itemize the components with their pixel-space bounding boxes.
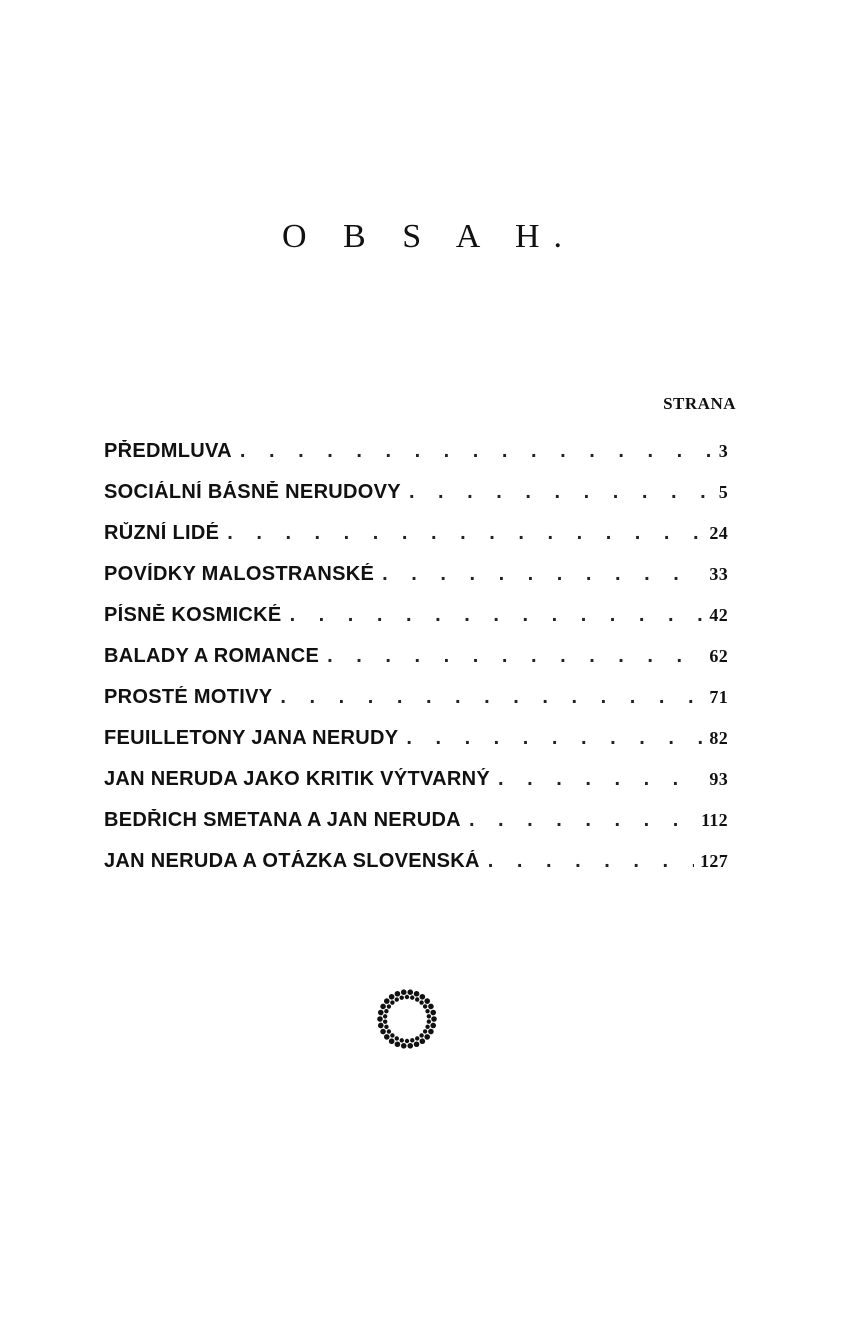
toc-entry-page: 3	[718, 441, 728, 461]
toc-entry	[104, 645, 728, 686]
toc-entry-title: RŮZNÍ LIDÉ	[104, 522, 220, 544]
toc-entry	[104, 727, 728, 768]
toc-leader-dots	[290, 604, 704, 627]
column-header-page: STRANA	[663, 394, 736, 413]
toc-leader-dots	[227, 522, 703, 545]
toc-entry-page: 71	[709, 687, 728, 707]
toc-entry-page: 33	[709, 564, 728, 584]
toc-entry-title: BEDŘICH SMETANA A JAN NERUDA	[104, 809, 461, 831]
wreath-ornament-icon	[374, 986, 440, 1052]
toc-leader-dots	[409, 481, 713, 504]
toc-entry-page: 62	[709, 646, 728, 666]
toc-entry-page: 82	[709, 728, 728, 748]
toc-entry	[104, 768, 728, 809]
toc-leader-dots	[327, 645, 703, 668]
toc-leader-dots	[280, 686, 703, 709]
toc-leader-dots	[498, 768, 703, 791]
toc-entry-title: SOCIÁLNÍ BÁSNĚ NERUDOVY	[104, 481, 401, 503]
toc-entry	[104, 850, 728, 891]
toc-entry-page: 93	[709, 769, 728, 789]
toc-entry-title: FEUILLETONY JANA NERUDY	[104, 727, 399, 749]
toc-entry-title: BALADY A ROMANCE	[104, 645, 320, 667]
toc-entry	[104, 481, 728, 522]
page-title: O B S A H.	[282, 218, 576, 255]
toc-entry-title: JAN NERUDA A OTÁZKA SLOVENSKÁ	[104, 850, 480, 872]
toc-entry-page: 42	[709, 605, 728, 625]
toc-entry-title: POVÍDKY MALOSTRANSKÉ	[104, 563, 375, 585]
toc-entry	[104, 686, 728, 727]
toc-entry-page: 127	[700, 851, 728, 871]
toc-entry	[104, 440, 728, 481]
toc-entry	[104, 563, 728, 604]
toc-leader-dots	[406, 727, 703, 750]
toc-leader-dots	[240, 440, 713, 463]
toc-entry-page: 112	[701, 810, 728, 830]
toc-leader-dots	[488, 850, 694, 873]
toc-entry-title: JAN NERUDA JAKO KRITIK VÝTVARNÝ	[104, 768, 490, 790]
toc-entry	[104, 604, 728, 645]
toc-entry-title: PŘEDMLUVA	[104, 440, 232, 462]
toc-entry-title: PÍSNĚ KOSMICKÉ	[104, 604, 282, 626]
toc-entry-title: PROSTÉ MOTIVY	[104, 686, 273, 708]
toc-leader-dots	[382, 563, 703, 586]
toc-entry-page: 24	[709, 523, 728, 543]
toc-leader-dots	[469, 809, 695, 832]
toc-entry-page: 5	[718, 482, 728, 502]
table-of-contents	[104, 440, 728, 891]
toc-entry	[104, 809, 728, 850]
toc-entry	[104, 522, 728, 563]
